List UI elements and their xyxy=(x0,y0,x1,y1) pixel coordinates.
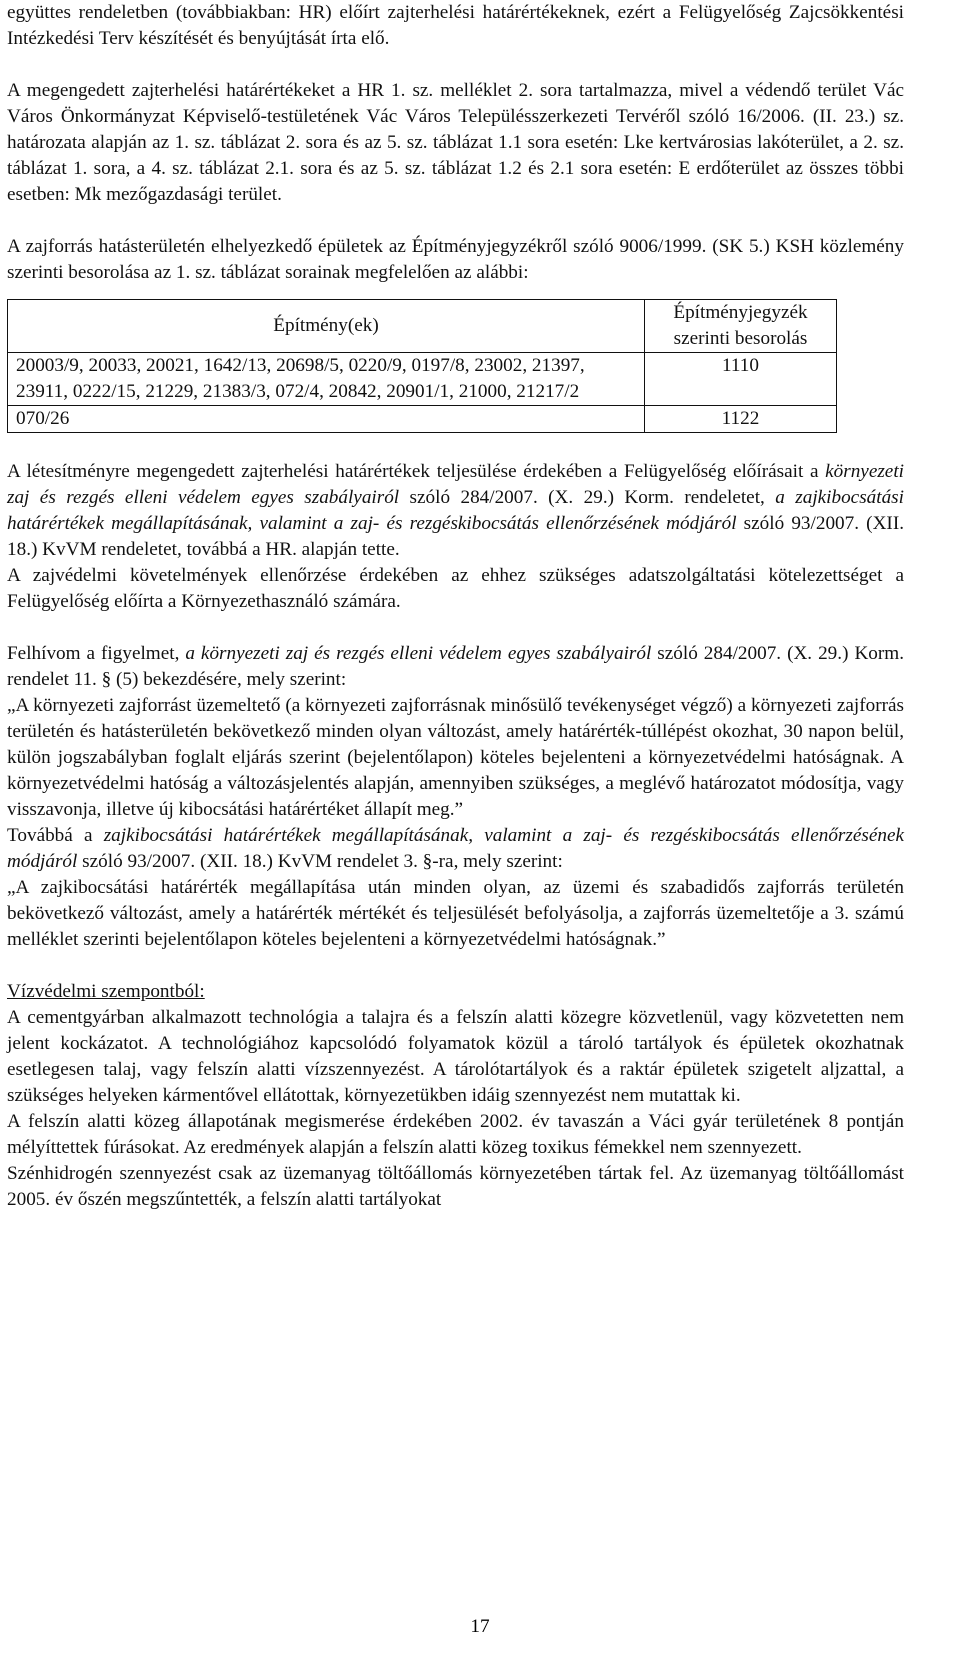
table-header-classification xyxy=(645,300,837,353)
italic-decree-title: a zajkibocsátási határértékek megállapításának, valamint a zaj- és rezgéskibocsátás ellenőrzésének módjáról xyxy=(7,487,904,534)
page-number: 17 xyxy=(470,1616,490,1637)
italic-decree-title: a környezeti zaj és rezgés elleni védelem egyes szabályairól xyxy=(185,643,652,664)
paragraph-further-decree xyxy=(7,823,904,875)
heading-water-protection xyxy=(7,979,904,1005)
text-run: szóló 93/2007. (XII. 18.) KvVM rendelet 3. §-ra, mely szerint: xyxy=(77,851,563,872)
text-run: Továbbá a xyxy=(7,825,104,846)
table-cell-buildings: 070/26 xyxy=(8,406,645,433)
paragraph-hydrocarbon-contamination: Szénhidrogén szennyezést csak az üzemanyag töltőállomás környezetében tártak fel. Az üzemanyag töltőállomást 2005. év őszén megszűntették, a felszín alatti tartályokat xyxy=(7,1163,904,1210)
paragraph-attention-notice xyxy=(7,641,904,693)
paragraph-quote-change-reporting: „A környezeti zajforrást üzemeltető (a környezeti zajforrásnak minősülő tevékenységet végző) a környezeti zajforrás területén és hatásterületén bekövetkező minden olyan változást, amely határérték-túllépést okozhat, 30 napon belül, külön jogszabályban foglalt eljárás szerint (bejelentőlapon) köteles bejelenteni a környezetvédelmi hatóságnak. A környezetvédelmi hatóság a változásjelentés alapján, amennyiben szükséges, a meglévő határozatot módosítja, vagy visszavonja, illetve új kibocsátási határértéket állapít meg.” xyxy=(7,695,904,820)
building-classification-table xyxy=(7,299,837,433)
table-header-classification-line2: szerinti besorolás xyxy=(673,328,808,349)
paragraph-quote-limit-change: „A zajkibocsátási határérték megállapítása után minden olyan, az üzemi és szabadidős zajforrás területén bekövetkező változást, amely a határérték mértékét és teljesülését befolyásolja, a zajforrás üzemeltetője a 3. számú melléklet szerinti bejelentőlapon köteles bejelenteni a környezetvédelmi hatóságnak.” xyxy=(7,877,904,950)
italic-decree-title: zajkibocsátási határértékek megállapításának, valamint a zaj- és rezgéskibocsátás ellenőrzésének módjáról xyxy=(7,825,904,872)
text-run: szóló 284/2007. (X. 29.) Korm. rendeletet, xyxy=(399,487,776,508)
paragraph-building-classification: A zajforrás hatásterületén elhelyezkedő épületek az Építményjegyzékről szóló 9006/1999. (SK 5.) KSH közlemény szerinti besorolása az 1. sz. táblázat sorainak megfelelően az alábbi: xyxy=(7,236,904,283)
table-cell-buildings: 20003/9, 20033, 20021, 1642/13, 20698/5, 0220/9, 0197/8, 23002, 21397, 23911, 0222/15, 21229, 21383/3, 072/4, 20842, 20901/1, 21000, 21217/2 xyxy=(8,353,645,406)
text-run: szóló 93/2007. (XII. 18.) KvVM rendeletet, továbbá a HR. alapján tette. xyxy=(7,513,905,560)
table-row xyxy=(8,353,837,406)
paragraph-noise-limits-intro: együttes rendeletben (továbbiakban: HR) előírt zajterhelési határértékeknek, ezért a Felügyelőség Zajcsökkentési Intézkedési Terv készítését és benyújtását írta elő. xyxy=(7,2,904,49)
table-header-row xyxy=(8,300,837,353)
paragraph-limit-compliance xyxy=(7,459,904,563)
paragraph-technology-risk: A cementgyárban alkalmazott technológia a talajra és a felszín alatti közegre közvetlenül, vagy közvetetten nem jelent kockázatot. A technológiához kapcsolódó folyamatok közül a tároló tartályok és épületek okozhatnak esetlegesen talaj, vagy felszín alatti vízszennyezést. A tárolótartályok és a raktár épületek szigetelt aljzattal, a szükséges helyeken kármentővel ellátottak, környezetükben idáig szennyezést nem mutattak ki. xyxy=(7,1007,904,1106)
paragraph-permitted-limits: A megengedett zajterhelési határértékeket a HR 1. sz. melléklet 2. sora tartalmazza, mivel a védendő terület Vác Város Önkormányzat Képviselő-testületének Vác Város Településszerkezeti Tervéről szóló 16/2006. (II. 23.) sz. határozata alapján az 1. sz. táblázat 2. sora és az 5. sz. táblázat 1.1 sora esetén: Lke kertvárosias lakóterület, a 2. sz. táblázat 1. sora, a 4. sz. táblázat 2.1. sora és az 5. sz. táblázat 1.2 és 2.1 sora esetén: E erdőterület az összes többi esetben: Mk mezőgazdasági terület. xyxy=(7,80,904,205)
text-run: Felhívom a figyelmet, xyxy=(7,643,186,664)
table-row xyxy=(8,406,837,433)
table-header-buildings: Építmény(ek) xyxy=(8,300,645,353)
paragraph-reporting-obligation: A zajvédelmi követelmények ellenőrzése érdekében az ehhez szükséges adatszolgáltatási kötelezettséget a Felügyelőség előírta a Környezethasználó számára. xyxy=(7,565,904,612)
table-cell-code: 1122 xyxy=(645,406,837,433)
table-header-classification-line1: Építményjegyzék xyxy=(673,302,808,323)
table-cell-code: 1110 xyxy=(645,353,837,406)
heading-water-protection-text: Vízvédelmi szempontból: xyxy=(7,981,205,1002)
italic-decree-title: környezeti zaj és rezgés elleni védelem egyes szabályairól xyxy=(7,461,904,508)
text-run: A létesítményre megengedett zajterhelési határértékek teljesülése érdekében a Felügyelőség előírásait a xyxy=(7,461,826,482)
paragraph-drilling-results: A felszín alatti közeg állapotának megismerése érdekében 2002. év tavaszán a Váci gyár területének 8 pontján mélyíttettek fúrásokat. Az eredmények alapján a felszín alatti közeg toxikus fémekkel nem szennyezett. xyxy=(7,1111,904,1158)
text-run: szóló 284/2007. (X. 29.) Korm. rendelet 11. § (5) bekezdésére, mely szerint: xyxy=(7,643,905,690)
